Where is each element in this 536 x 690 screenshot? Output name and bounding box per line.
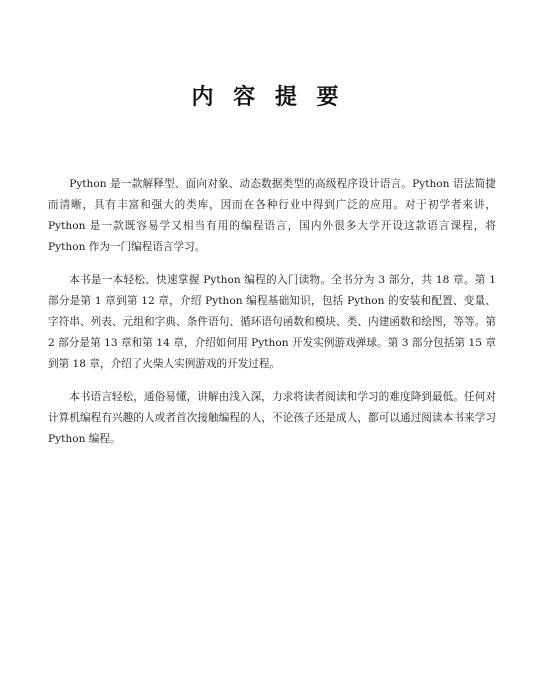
page-title: 内 容 提 要	[191, 85, 345, 110]
summary-paragraph-1: Python 是一款解释型、面向对象、动态数据类型的高级程序设计语言。Python 语法简捷而清晰，具有丰富和强大的类库，因而在各种行业中得到广泛的应用。对于初学者来讲，Python 是一款既容易学又相当有用的编程语言，国内外很多大学开设这款语言课程，将 Python 作为一门编程语言学习。	[48, 178, 496, 253]
summary-paragraph-3: 本书语言轻松，通俗易懂，讲解由浅入深，力求将读者阅读和学习的难度降到最低。任何对计算机编程有兴趣的人或者首次接触编程的人，不论孩子还是成人，都可以通过阅读本书来学习 Python 编程。	[48, 391, 496, 445]
summary-paragraph-2: 本书是一本轻松、快速掌握 Python 编程的入门读物。全书分为 3 部分，共 18 章。第 1 部分是第 1 章到第 12 章，介绍 Python 编程基础知识，包括 Python 的安装和配置、变量、字符串、列表、元组和字典、条件语句、循环语句函数和模块、类、内建函数和绘图，等等。第 2 部分是第 13 章和第 14 章，介绍如何用 Python 开发实例游戏弹球。第 3 部分包括第 15 章到第 18 章，介绍了火柴人实例游戏的开发过程。	[48, 274, 496, 370]
summary-body	[48, 174, 496, 462]
